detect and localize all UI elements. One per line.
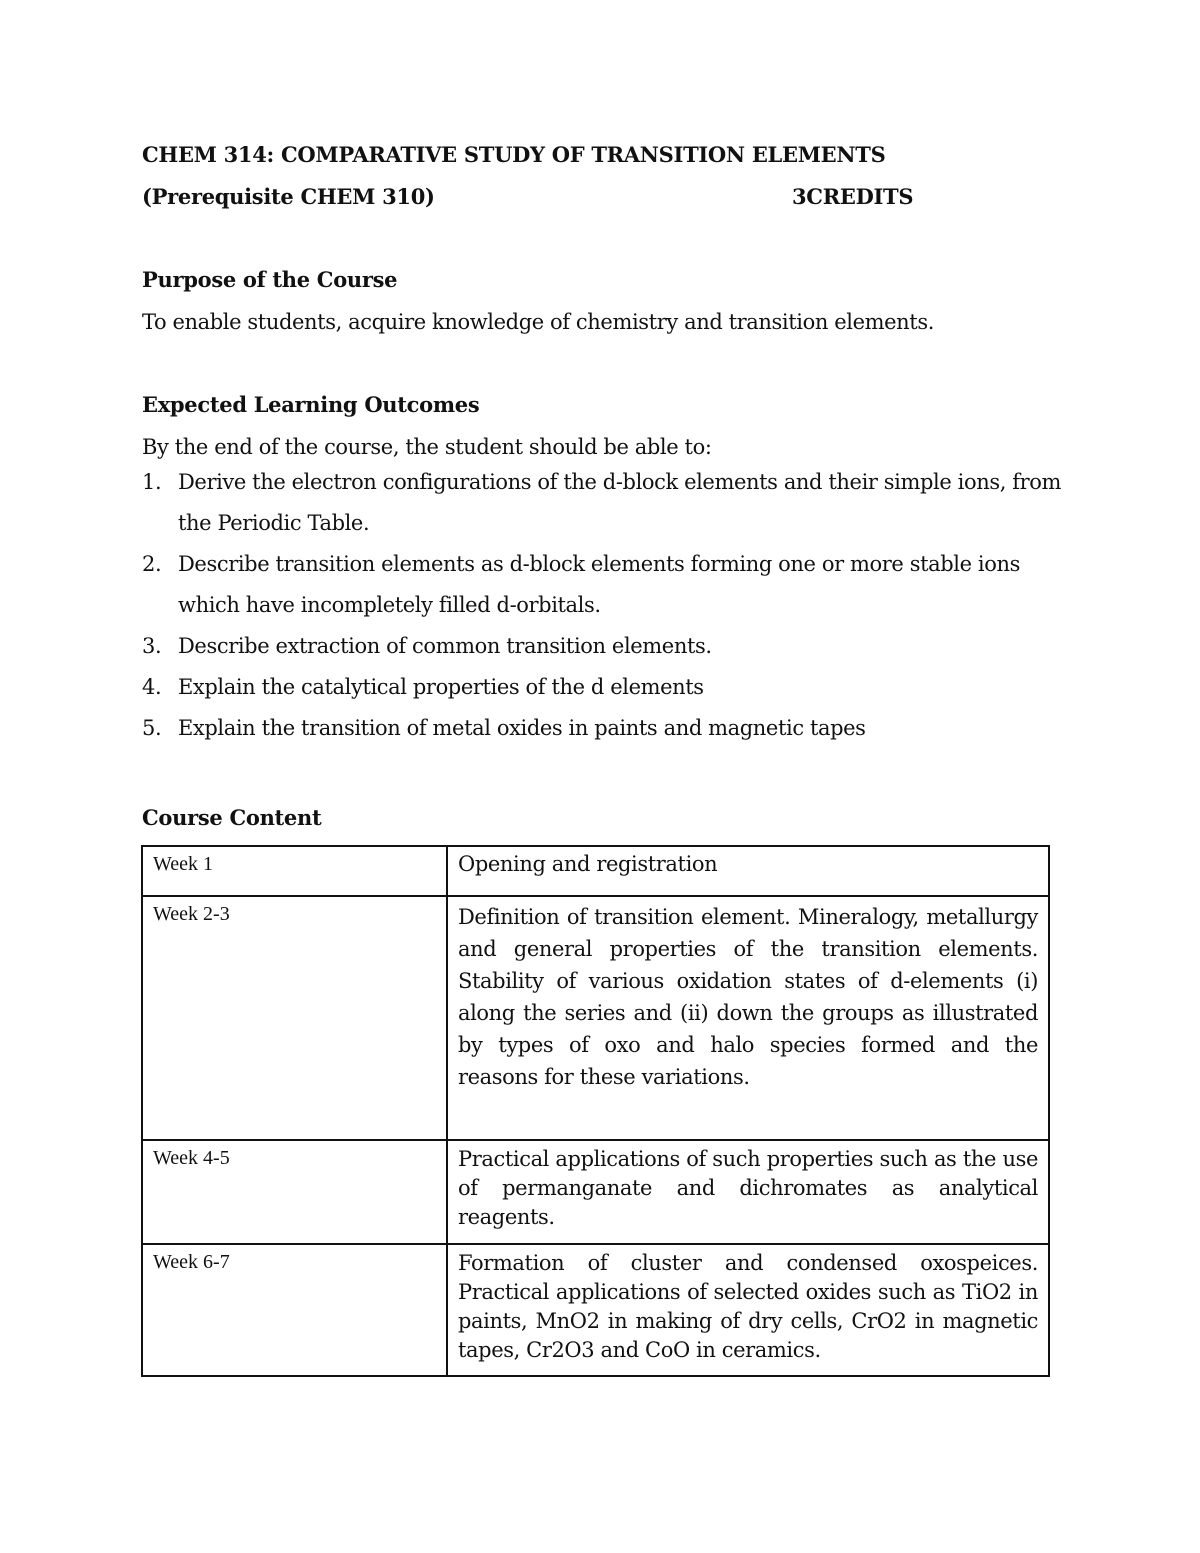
description-cell: Definition of transition element. Mineralogy, metallurgy and general properties of the transition elements. Stability of various oxidation states of d-elements (i) along the series and (ii) down the groups as illustrated by types of oxo and halo species formed and the reasons for these variations. bbox=[447, 896, 1049, 1140]
list-item-number: 5. bbox=[142, 716, 162, 740]
outcomes-intro: By the end of the course, the student should be able to: bbox=[142, 435, 712, 459]
list-item-text: Explain the transition of metal oxides in paints and magnetic tapes bbox=[178, 716, 866, 740]
list-item bbox=[142, 462, 1062, 544]
table-row bbox=[142, 896, 1049, 1140]
description-cell: Opening and registration bbox=[447, 846, 1049, 896]
list-item bbox=[142, 667, 1062, 708]
course-content-heading: Course Content bbox=[142, 805, 322, 830]
table-row bbox=[142, 846, 1049, 896]
purpose-text: To enable students, acquire knowledge of chemistry and transition elements. bbox=[142, 310, 934, 334]
week-cell: Week 1 bbox=[142, 846, 447, 896]
list-item-text: Describe transition elements as d-block elements forming one or more stable ions which have incompletely filled d-orbitals. bbox=[178, 552, 1020, 617]
list-item-number: 3. bbox=[142, 634, 162, 658]
table-row bbox=[142, 1244, 1049, 1376]
description-cell: Formation of cluster and condensed oxospeices. Practical applications of selected oxides such as TiO2 in paints, MnO2 in making of dry cells, CrO2 in magnetic tapes, Cr2O3 and CoO in ceramics. bbox=[447, 1244, 1049, 1376]
credits-text: 3CREDITS bbox=[792, 184, 914, 209]
outcomes-list bbox=[142, 462, 1062, 749]
document-page bbox=[142, 140, 1062, 1377]
week-cell: Week 2-3 bbox=[142, 896, 447, 1140]
course-title: CHEM 314: COMPARATIVE STUDY OF TRANSITION ELEMENTS bbox=[142, 142, 886, 167]
table-row bbox=[142, 1140, 1049, 1244]
list-item bbox=[142, 626, 1062, 667]
prerequisite-text: (Prerequisite CHEM 310) bbox=[142, 184, 435, 209]
week-cell: Week 6-7 bbox=[142, 1244, 447, 1376]
week-cell: Week 4-5 bbox=[142, 1140, 447, 1244]
course-content-table bbox=[141, 845, 1050, 1377]
list-item-number: 1. bbox=[142, 470, 162, 494]
list-item-number: 4. bbox=[142, 675, 162, 699]
list-item-text: Describe extraction of common transition elements. bbox=[178, 634, 712, 658]
list-item-number: 2. bbox=[142, 552, 162, 576]
list-item-text: Derive the electron configurations of the d-block elements and their simple ions, from the Periodic Table. bbox=[178, 470, 1062, 535]
list-item bbox=[142, 708, 1062, 749]
purpose-heading: Purpose of the Course bbox=[142, 267, 398, 292]
list-item bbox=[142, 544, 1062, 626]
outcomes-heading: Expected Learning Outcomes bbox=[142, 392, 480, 417]
description-cell: Practical applications of such properties such as the use of permanganate and dichromates as analytical reagents. bbox=[447, 1140, 1049, 1244]
prerequisite-row bbox=[142, 182, 1062, 212]
list-item-text: Explain the catalytical properties of the d elements bbox=[178, 675, 704, 699]
